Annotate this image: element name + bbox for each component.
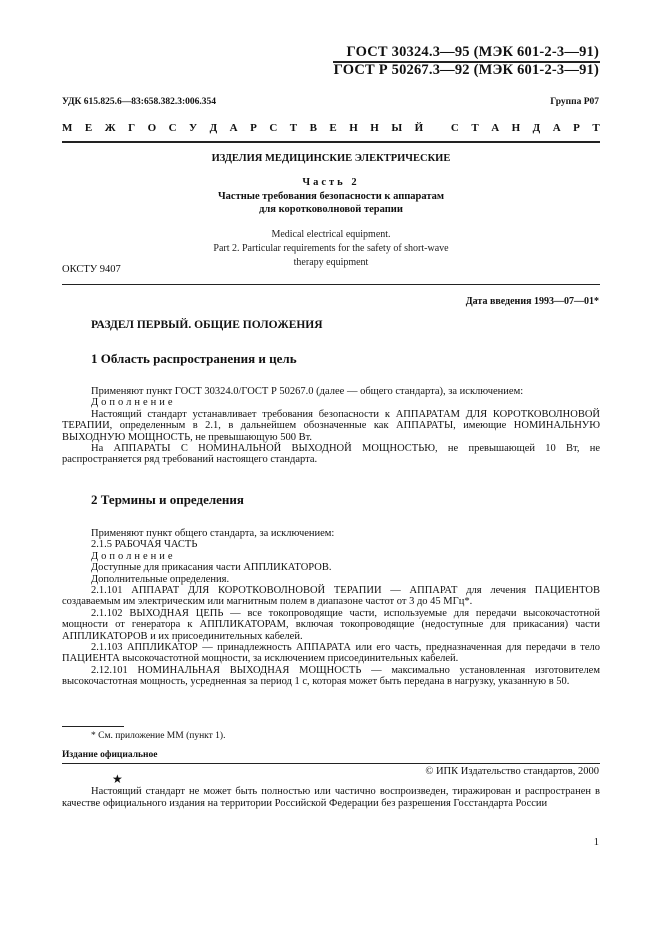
banner-letter: Ы (391, 122, 403, 134)
title-rule (62, 284, 600, 285)
part-label: Часть 2 (302, 177, 360, 188)
banner-letter: Ж (104, 122, 116, 134)
banner-letter: Т (289, 122, 298, 134)
banner-letter: Д (209, 122, 218, 134)
banner-letter: У (189, 122, 198, 134)
group-code: Группа Р07 (550, 97, 599, 107)
s2-item-2103: 2.1.103 АППЛИКАТОР — принадлежность АППАРАТА или его часть, предназначенная для передачи в тело ПАЦИЕНТА высокочастотной мощности, за исключением присоединительных кабелей. (62, 642, 600, 665)
subtitle-line-1: Частные требования безопасности к аппаратам (217, 191, 445, 202)
s1-paragraph-2: Настоящий стандарт устанавливает требования безопасности к АППАРАТАМ ДЛЯ КОРОТКОВОЛНОВОЙ ТЕРАПИИ, определенным в 2.1, в дальнейшем обозначенные как АППАРАТЫ, имеющие НОМИНАЛЬНУЮ ВЫХОДНУЮ МОЩНОСТЬ, не превышающую 500 Вт. (62, 408, 600, 443)
banner-letter: Е (329, 122, 337, 134)
banner-letter: Й (414, 122, 424, 134)
footnote-rule (62, 726, 124, 727)
s2-addition-label: Дополнение (91, 550, 176, 562)
official-edition-label: Издание официальное (62, 750, 158, 760)
banner-letter: Г (128, 122, 136, 134)
document-title: ИЗДЕЛИЯ МЕДИЦИНСКИЕ ЭЛЕКТРИЧЕСКИЕ (211, 153, 451, 164)
subtitle-line-2: для коротковолновой терапии (259, 204, 403, 215)
notice-text: Настоящий стандарт не может быть полностью или частично воспроизведен, тиражирован и распространен в качестве официального издания на территории Российской Федерации без разрешения Госстандарта России (62, 786, 600, 809)
footnote: * См. приложение ММ (пункт 1). (91, 731, 226, 741)
copyright: © ИПК Издательство стандартов, 2000 (425, 766, 599, 777)
banner-letter: Н (370, 122, 379, 134)
s2-item-2101: 2.1.101 АППАРАТ ДЛЯ КОРОТКОВОЛНОВОЙ ТЕРАПИИ — АППАРАТ для лечения ПАЦИЕНТОВ создаваемым им электрическим или магнитным полем в диапазоне частот от 3 до 45 МГц*. (62, 585, 600, 608)
s2-item-2102: 2.1.102 ВЫХОДНАЯ ЦЕПЬ — все токопроводящие части, используемые для передачи высокочастотной мощности от генератора к АППЛИКАТОРАМ, включая токопроводящие (недоступные для прикасания) части АППЛИКАТОРОВ и их присоединительных кабелей. (62, 607, 600, 642)
page-number: 1 (593, 837, 599, 848)
banner-letter: С (450, 122, 459, 134)
effective-date: Дата введения 1993—07—01* (465, 296, 599, 307)
s2-item-212101: 2.12.101 НОМИНАЛЬНАЯ ВЫХОДНАЯ МОЩНОСТЬ — максимально установленная изготовителем высокочастотная мощность, усредненная за период 1 с, которая может быть передана в нагрузку, указанную в 50. (62, 664, 600, 688)
banner-letter: Н (349, 122, 358, 134)
s1-addition-label: Дополнение (91, 397, 176, 409)
okstu-code: ОКСТУ 9407 (62, 264, 121, 275)
header-divider (333, 61, 600, 63)
banner-letter: Е (84, 122, 93, 134)
banner-letter: О (147, 122, 157, 134)
s2-item-215: 2.1.5 РАБОЧАЯ ЧАСТЬ (91, 539, 198, 551)
gost-number-2: ГОСТ Р 50267.3—92 (МЭК 601-2-3—91) (333, 62, 599, 78)
s2-paragraph-2: Доступные для прикасания части АППЛИКАТОРОВ. (91, 562, 332, 574)
section-heading: РАЗДЕЛ ПЕРВЫЙ. ОБЩИЕ ПОЛОЖЕНИЯ (91, 319, 323, 331)
banner-letter: Т (592, 122, 600, 134)
s2-paragraph-1: Применяют пункт общего стандарта, за исключением: (91, 528, 335, 539)
english-title-1: Medical electrical equipment. (271, 229, 391, 240)
section-1-body (62, 386, 600, 466)
english-title-3: therapy equipment (293, 257, 369, 268)
banner-letter: А (552, 122, 561, 134)
s1-paragraph-3: На АППАРАТЫ С НОМИНАЛЬНОЙ ВЫХОДНОЙ МОЩНОСТЬЮ, не превышающей 10 Вт, не распространяется ряд требований настоящего стандарта. (62, 443, 600, 466)
banner-letter: В (309, 122, 317, 134)
banner-letter (436, 122, 439, 134)
banner-letter: Н (511, 122, 521, 134)
section-2-body (62, 528, 600, 688)
star-icon: ★ (112, 772, 123, 786)
english-title-2: Part 2. Particular requirements for the safety of short-wave (213, 243, 449, 254)
banner-letter: М (62, 122, 73, 134)
banner-letter: Т (471, 122, 479, 134)
publication-rule (62, 763, 600, 764)
banner-letter: Р (250, 122, 257, 134)
banner-letter: Д (532, 122, 541, 134)
banner-letter: С (168, 122, 177, 134)
reproduction-notice (62, 786, 600, 809)
subsection-1-heading: 1 Область распространения и цель (91, 351, 297, 366)
banner-rule (62, 141, 600, 143)
interstate-standard-banner (62, 122, 600, 134)
subsection-2-heading: 2 Термины и определения (91, 492, 244, 507)
s2-paragraph-3: Дополнительные определения. (91, 573, 230, 585)
banner-letter: Р (573, 122, 580, 134)
gost-number-1: ГОСТ 30324.3—95 (МЭК 601-2-3—91) (346, 44, 599, 60)
banner-letter: А (229, 122, 238, 134)
s1-paragraph-1: Применяют пункт ГОСТ 30324.0/ГОСТ Р 50267.0 (далее — общего стандарта), за исключением: (91, 386, 524, 397)
banner-letter: С (269, 122, 278, 134)
banner-letter: А (491, 122, 500, 134)
udk-code: УДК 615.825.6—83:658.382.3:006.354 (62, 97, 217, 107)
